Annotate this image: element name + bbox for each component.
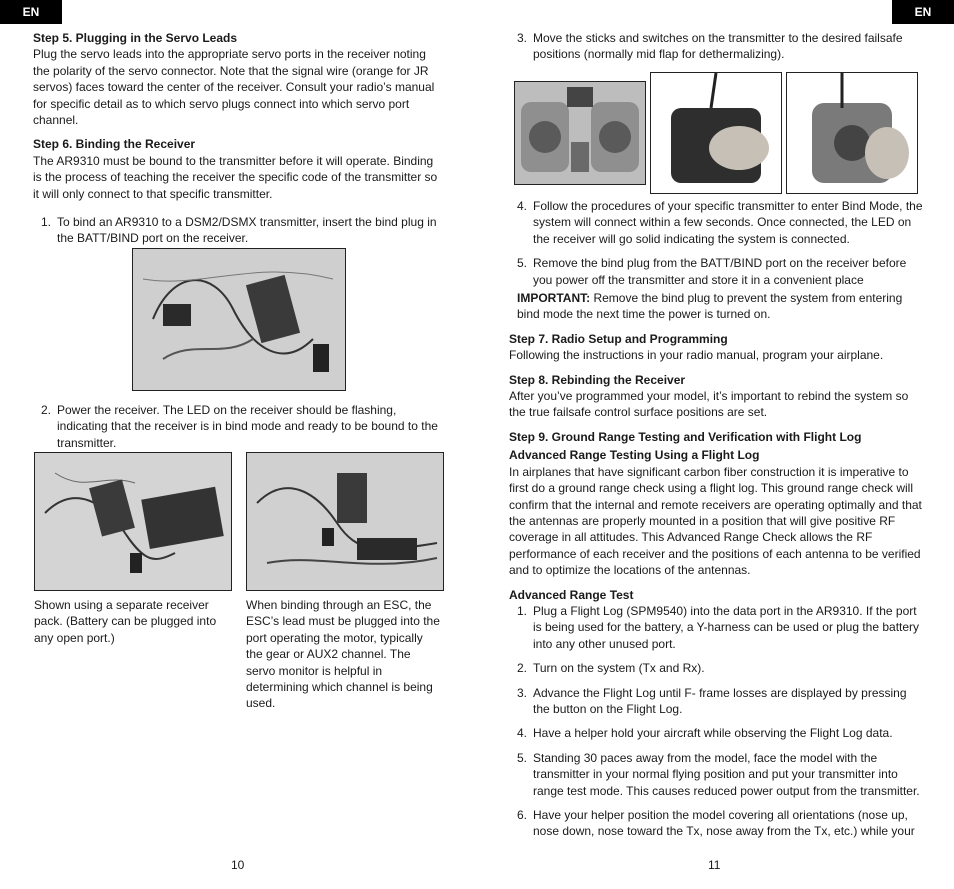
important-label: IMPORTANT:: [517, 291, 591, 306]
step8-body: After you’ve programmed your model, it’s important to rebind the system so the true failsafe control surface positions are set.: [509, 389, 909, 420]
list-text: Plug a Flight Log (SPM9540) into the data port in the AR9310. If the port is being used for the battery, a Y-harness can be used or plug the battery into any other unused port.: [533, 603, 920, 651]
list-number: 1.: [517, 603, 528, 618]
battery-photo-caption: Shown using a separate receiver pack. (Battery can be plugged into any open port.): [34, 598, 217, 645]
list-item: [33, 214, 443, 247]
transmitter-side-photo: [786, 72, 918, 194]
range-test-item: [509, 685, 923, 718]
list-text: Move the sticks and switches on the transmitter to the desired failsafe positions (normally mid flap for dethermalizing).: [533, 31, 903, 62]
transmitter-front-photo: [514, 81, 646, 185]
list-item: [33, 402, 443, 451]
list-number: 1.: [41, 215, 52, 230]
step8-heading: Step 8. Rebinding the Receiver: [509, 372, 686, 387]
step7-section: [509, 331, 923, 364]
list-item: [509, 255, 923, 288]
receiver-battery-photo: [34, 452, 232, 591]
list-number: 3.: [517, 31, 528, 45]
range-test-heading: Advanced Range Test: [509, 587, 634, 602]
language-tab-right: EN: [892, 0, 954, 24]
list-number: 2.: [517, 661, 528, 676]
step9-heading: Step 9. Ground Range Testing and Verification with Flight Log: [509, 429, 862, 444]
language-tab-left: EN: [0, 0, 62, 24]
left-list-2: [33, 402, 443, 459]
list-text: Advance the Flight Log until F- frame losses are displayed by pressing the button on the Flight Log.: [533, 685, 907, 716]
list-number: 4.: [517, 199, 528, 213]
step6-heading: Step 6. Binding the Receiver: [33, 137, 196, 152]
right-column-top: [509, 30, 923, 71]
list-item: [509, 198, 923, 247]
step9-subheading: Advanced Range Testing Using a Flight Log: [509, 448, 760, 463]
list-text: To bind an AR9310 to a DSM2/DSMX transmitter, insert the bind plug in the BATT/BIND port on the receiver.: [57, 215, 437, 246]
list-number: 2.: [41, 403, 52, 417]
range-test-item: [509, 660, 923, 676]
list-number: 5.: [517, 750, 528, 765]
step7-body: Following the instructions in your radio manual, program your airplane.: [509, 348, 884, 363]
list-number: 5.: [517, 256, 528, 271]
list-number: 3.: [517, 685, 528, 700]
range-test-item: [509, 807, 923, 840]
list-text: Turn on the system (Tx and Rx).: [533, 661, 705, 676]
important-text: Remove the bind plug to prevent the system from entering bind mode the next time the power is turned on.: [517, 291, 903, 322]
step6-section: [33, 136, 443, 202]
list-text: Power the receiver. The LED on the receiver should be flashing, indicating that the receiver is in bind mode and ready to be bound to the transmitter.: [57, 403, 438, 450]
list-text: Have a helper hold your aircraft while observing the Flight Log data.: [533, 726, 893, 741]
step7-heading: Step 7. Radio Setup and Programming: [509, 331, 728, 346]
range-test-list: [509, 603, 923, 840]
list-number: 4.: [517, 726, 528, 741]
step6-body: The AR9310 must be bound to the transmitter before it will operate. Binding is the process of teaching the receiver the specific code of the transmitter so it will only connect to that specific transmitter.: [33, 153, 438, 201]
right-column-main: [509, 198, 923, 848]
list-text: Standing 30 paces away from the model, face the model with the transmitter in your normal flying position and put your transmitter into range test mode. This causes reduced power output from the transmitter.: [533, 750, 920, 798]
step5-heading: Step 5. Plugging in the Servo Leads: [33, 31, 238, 45]
page-number-left: 10: [231, 858, 245, 872]
list-text: Remove the bind plug from the BATT/BIND port on the receiver before you power off the transmitter and store it in a convenient place: [533, 256, 907, 287]
esc-photo-caption: When binding through an ESC, the ESC’s lead must be plugged into the port operating the motor, typically the gear or AUX2 channel. The servo monitor is helpful in determining which channel is being used.: [246, 598, 440, 711]
step5-section: [33, 30, 443, 128]
important-note: [509, 290, 923, 323]
list-item: [509, 30, 923, 63]
list-text: Follow the procedures of your specific transmitter to enter Bind Mode, the system will connect within a few seconds. Once connected, the LED on the receiver will go solid indicating the system is connected.: [533, 199, 923, 246]
list-number: 6.: [517, 808, 528, 822]
list-text: Have your helper position the model covering all orientations (nose up, nose down, nose toward the Tx, nose away from the Tx, etc.) while your: [533, 808, 915, 839]
range-test-item: [509, 750, 923, 799]
receiver-bind-plug-photo: [132, 248, 346, 391]
step5-body: Plug the servo leads into the appropriate servo ports in the receiver noting the polarity of the servo connector. Note that the signal wire (orange for JR servos) faces toward the center of the receiver. Consult your radio’s manual for specific detail as to which servo plugs connect into which servo port channel.: [33, 47, 435, 128]
step8-section: [509, 372, 923, 421]
step9-section: [509, 429, 923, 579]
step9-body: In airplanes that have significant carbon fiber construction it is imperative to first do a ground range check using a flight log. This ground range check will confirm that the internal and remote receivers are operating optimally and that the antennas are properly mounted in a position that will give positive RF coverage in all attitudes. This Advanced Range Check allows the RF performance of each receiver and the positions of each antenna to be verified and to optimize the locations of the antennas.: [509, 464, 922, 578]
range-test-item: [509, 725, 923, 741]
left-column: [33, 30, 443, 255]
esc-binding-photo: [246, 452, 444, 591]
transmitter-hand-photo: [650, 72, 782, 194]
range-test-item: [509, 603, 923, 652]
page-number-right: 11: [708, 858, 721, 872]
